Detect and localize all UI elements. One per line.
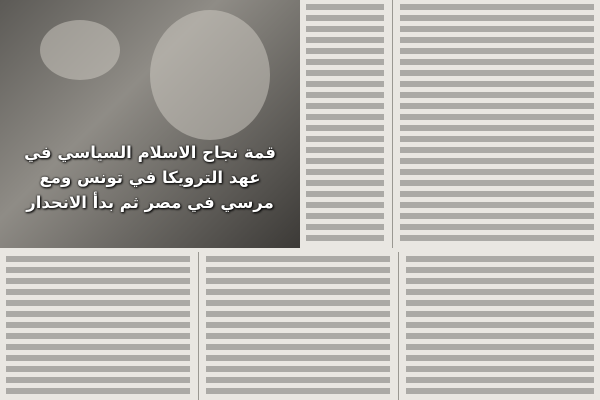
column-bottom-right: [400, 252, 600, 400]
column-top-right: [394, 0, 600, 248]
photo-hand: [40, 20, 120, 80]
column-text-lines: [306, 4, 384, 244]
headline-line-1: قمة نجاح الاسلام السياسي في: [24, 143, 276, 162]
article-photo: [0, 0, 300, 248]
column-text-lines: [400, 4, 594, 244]
column-text-lines: [406, 256, 594, 396]
column-bottom-left: [0, 252, 196, 400]
photo-figure: [150, 10, 270, 140]
column-text-lines: [6, 256, 190, 396]
column-divider: [198, 252, 199, 400]
column-divider: [392, 0, 393, 248]
headline: [8, 140, 292, 215]
headline-line-2: عهد الترويكا في تونس ومع: [39, 168, 261, 187]
column-top-middle: [300, 0, 390, 248]
headline-line-3: مرسي في مصر ثم بدأ الانحدار: [26, 193, 274, 212]
column-bottom-middle: [200, 252, 396, 400]
column-divider: [398, 252, 399, 400]
column-text-lines: [206, 256, 390, 396]
